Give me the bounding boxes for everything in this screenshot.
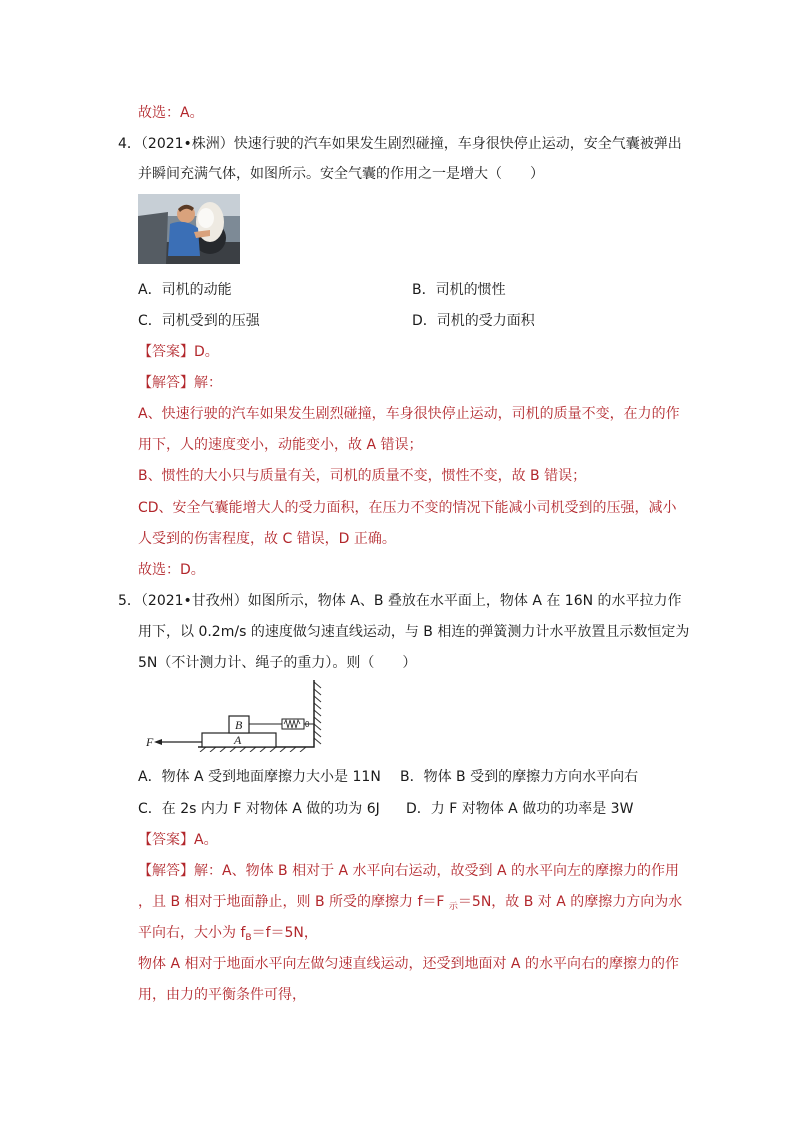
q4-option-c: C．司机受到的压强	[138, 313, 260, 329]
block-b-label: B	[235, 718, 243, 732]
q4-option-b: B．司机的惯性	[412, 282, 506, 298]
q4-stem-line1: 4．（2021•株洲）快速行驶的汽车如果发生剧烈碰撞，车身很快停止运动，安全气囊被弹出	[118, 136, 682, 152]
q5-option-d: D．力 F 对物体 A 做功的功率是 3W	[406, 801, 634, 817]
q5-solution-text: ＝5N，故 B 对 A 的摩擦力方向为水	[457, 894, 683, 910]
q5-stem-line1: 5．（2021•甘孜州）如图所示，物体 A、B 叠放在水平面上，物体 A 在 16N 的水平拉力作	[118, 593, 682, 609]
subscript: 示	[448, 902, 458, 912]
friction-diagram	[138, 680, 328, 752]
q4-analysis-line: B、惯性的大小只与质量有关，司机的质量不变，惯性不变，故 B 错误；	[138, 468, 587, 484]
meter-zero-label: 0	[305, 720, 310, 729]
airbag-photo	[138, 194, 240, 264]
q5-solution-text: ，且 B 相对于地面静止，则 B 所受的摩擦力 f＝F	[138, 894, 449, 910]
block-a-label: A	[234, 733, 242, 747]
q5-solution-line5: 用，由力的平衡条件可得，	[138, 987, 306, 1003]
q5-option-a: A．物体 A 受到地面摩擦力大小是 11N	[138, 769, 381, 785]
q4-option-a: A．司机的动能	[138, 282, 232, 298]
q4-solution-head: 【解答】解：	[138, 375, 222, 391]
q4-analysis-line: 用下，人的速度变小，动能变小，故 A 错误；	[138, 437, 423, 453]
q5-solution-line2	[138, 893, 682, 913]
subscript: B	[245, 933, 252, 943]
q3-conclusion: 故选：A。	[138, 105, 204, 121]
q5-stem-line2: 用下，以 0.2m/s 的速度做匀速直线运动，与 B 相连的弹簧测力计水平放置且示数恒定为	[138, 624, 690, 640]
q5-solution-text: ＝f＝5N，	[251, 925, 318, 941]
q5-stem-line3: 5N（不计测力计、绳子的重力）。则（ ）	[138, 655, 417, 671]
q5-solution-head: 【解答】	[138, 863, 194, 879]
q4-analysis-line: A、快速行驶的汽车如果发生剧烈碰撞，车身很快停止运动，司机的质量不变，在力的作	[138, 406, 680, 422]
q4-answer: 【答案】D。	[138, 344, 219, 360]
q4-stem-line2: 并瞬间充满气体，如图所示。安全气囊的作用之一是增大（ ）	[138, 166, 544, 182]
force-f-label: F	[146, 735, 154, 749]
q4-option-d: D．司机的受力面积	[412, 313, 535, 329]
q5-solution-text: 平向右，大小为 f	[138, 925, 246, 941]
q5-option-c: C．在 2s 内力 F 对物体 A 做的功为 6J	[138, 801, 380, 817]
q4-conclusion: 故选：D。	[138, 562, 205, 578]
q5-solution-line4: 物体 A 相对于地面水平向左做匀速直线运动，还受到地面对 A 的水平向右的摩擦力的作	[138, 956, 679, 972]
q5-solution-text: 解：A、物体 B 相对于 A 水平向右运动，故受到 A 的水平向左的摩擦力的作用	[194, 863, 680, 879]
q5-solution-line3	[138, 924, 318, 944]
q5-option-b: B．物体 B 受到的摩擦力方向水平向右	[400, 769, 639, 785]
q5-solution-line1	[138, 862, 679, 880]
q4-analysis-line: 人受到的伤害程度，故 C 错误，D 正确。	[138, 531, 396, 547]
q4-analysis-line: CD、安全气囊能增大人的受力面积，在压力不变的情况下能减小司机受到的压强，减小	[138, 500, 677, 516]
q5-answer: 【答案】A。	[138, 832, 218, 848]
